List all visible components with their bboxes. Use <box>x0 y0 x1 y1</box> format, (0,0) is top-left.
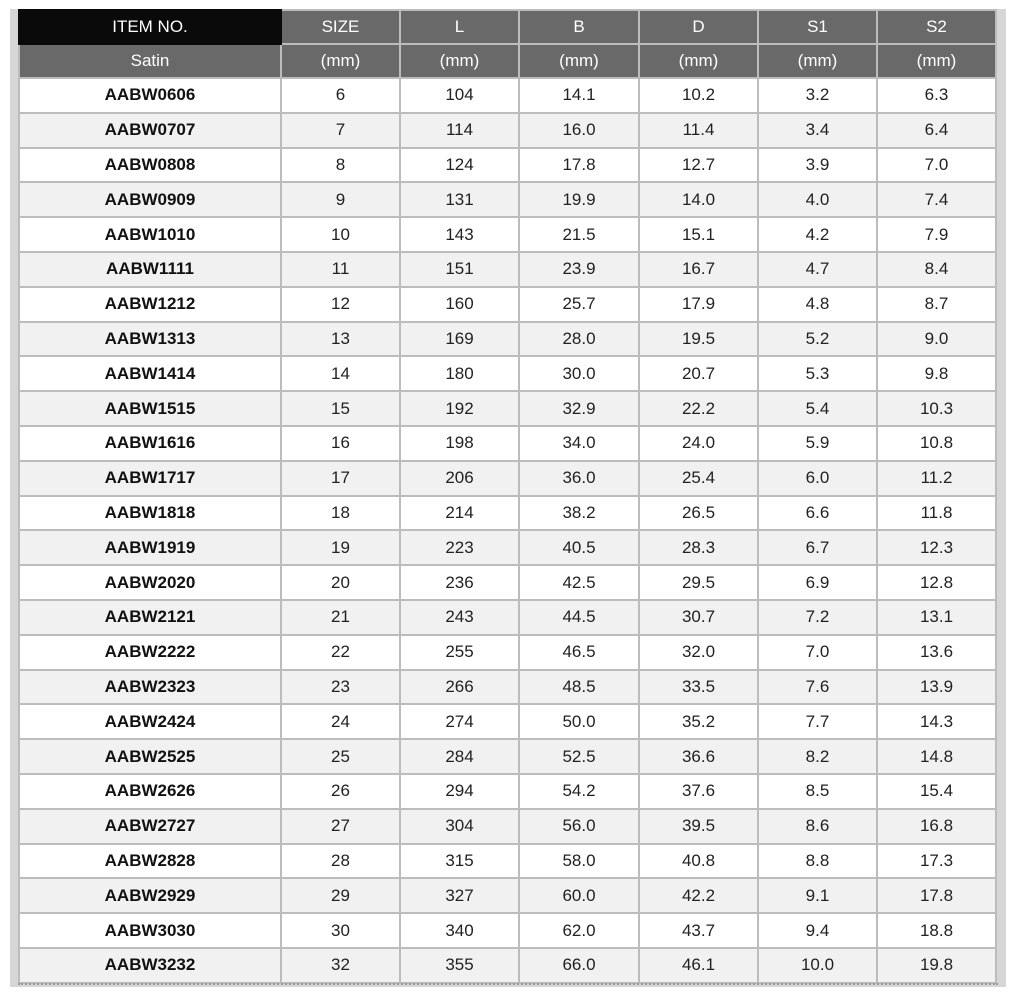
table-row <box>19 878 996 913</box>
spec-table-frame <box>10 9 1006 987</box>
table-row <box>19 252 996 287</box>
cell-l: 169 <box>400 322 519 357</box>
cell-d: 11.4 <box>639 113 758 148</box>
cell-s1: 9.4 <box>758 913 877 948</box>
cell-l: 124 <box>400 148 519 183</box>
cell-s1: 8.5 <box>758 774 877 809</box>
cell-item-no: AABW1313 <box>19 322 281 357</box>
cell-s1: 9.1 <box>758 878 877 913</box>
cell-size: 17 <box>281 461 400 496</box>
header-unit-d: (mm) <box>639 44 758 78</box>
cell-s1: 4.7 <box>758 252 877 287</box>
cell-size: 30 <box>281 913 400 948</box>
cell-size: 9 <box>281 182 400 217</box>
cell-b: 58.0 <box>519 844 639 879</box>
cell-b: 50.0 <box>519 704 639 739</box>
cell-d: 16.7 <box>639 252 758 287</box>
cell-s1: 5.2 <box>758 322 877 357</box>
cell-size: 11 <box>281 252 400 287</box>
header-row-units <box>19 44 996 78</box>
cell-s2: 13.6 <box>877 635 996 670</box>
cell-s1: 4.8 <box>758 287 877 322</box>
cell-d: 35.2 <box>639 704 758 739</box>
cell-item-no: AABW2424 <box>19 704 281 739</box>
table-row <box>19 287 996 322</box>
cell-s1: 3.2 <box>758 78 877 113</box>
cell-s1: 5.3 <box>758 356 877 391</box>
cell-size: 12 <box>281 287 400 322</box>
spec-table-body <box>19 78 996 983</box>
cell-item-no: AABW1111 <box>19 252 281 287</box>
cell-b: 38.2 <box>519 496 639 531</box>
cell-d: 42.2 <box>639 878 758 913</box>
cell-size: 20 <box>281 565 400 600</box>
cell-b: 40.5 <box>519 530 639 565</box>
table-row <box>19 670 996 705</box>
cell-d: 10.2 <box>639 78 758 113</box>
cell-l: 284 <box>400 739 519 774</box>
cell-s2: 8.4 <box>877 252 996 287</box>
cell-size: 15 <box>281 391 400 426</box>
cell-d: 28.3 <box>639 530 758 565</box>
header-s2: S2 <box>877 10 996 44</box>
cell-s2: 9.0 <box>877 322 996 357</box>
cell-s1: 5.9 <box>758 426 877 461</box>
header-unit-l: (mm) <box>400 44 519 78</box>
cell-item-no: AABW0808 <box>19 148 281 183</box>
table-row <box>19 530 996 565</box>
cell-d: 14.0 <box>639 182 758 217</box>
cell-item-no: AABW1616 <box>19 426 281 461</box>
header-l: L <box>400 10 519 44</box>
table-row <box>19 113 996 148</box>
cell-size: 8 <box>281 148 400 183</box>
cell-s1: 10.0 <box>758 948 877 983</box>
cell-b: 19.9 <box>519 182 639 217</box>
cell-item-no: AABW3232 <box>19 948 281 983</box>
header-item-no: ITEM NO. <box>19 10 281 44</box>
cell-b: 25.7 <box>519 287 639 322</box>
cell-d: 29.5 <box>639 565 758 600</box>
cell-b: 60.0 <box>519 878 639 913</box>
cell-b: 21.5 <box>519 217 639 252</box>
cell-l: 243 <box>400 600 519 635</box>
cell-l: 114 <box>400 113 519 148</box>
table-row <box>19 600 996 635</box>
cell-l: 206 <box>400 461 519 496</box>
table-row <box>19 391 996 426</box>
cell-size: 21 <box>281 600 400 635</box>
cell-d: 30.7 <box>639 600 758 635</box>
cell-b: 52.5 <box>519 739 639 774</box>
table-row <box>19 182 996 217</box>
cell-l: 236 <box>400 565 519 600</box>
table-row <box>19 913 996 948</box>
cell-item-no: AABW1919 <box>19 530 281 565</box>
cell-l: 340 <box>400 913 519 948</box>
cell-s2: 15.4 <box>877 774 996 809</box>
cell-item-no: AABW2323 <box>19 670 281 705</box>
cell-l: 355 <box>400 948 519 983</box>
cell-size: 32 <box>281 948 400 983</box>
cell-size: 29 <box>281 878 400 913</box>
cell-item-no: AABW2929 <box>19 878 281 913</box>
cell-d: 19.5 <box>639 322 758 357</box>
cell-s2: 8.7 <box>877 287 996 322</box>
cell-s1: 8.2 <box>758 739 877 774</box>
cell-b: 56.0 <box>519 809 639 844</box>
bottom-divider <box>18 983 998 985</box>
header-size: SIZE <box>281 10 400 44</box>
cell-size: 16 <box>281 426 400 461</box>
cell-s2: 17.8 <box>877 878 996 913</box>
cell-s1: 4.2 <box>758 217 877 252</box>
cell-l: 151 <box>400 252 519 287</box>
table-row <box>19 844 996 879</box>
cell-s2: 11.2 <box>877 461 996 496</box>
table-row <box>19 565 996 600</box>
cell-l: 327 <box>400 878 519 913</box>
cell-b: 17.8 <box>519 148 639 183</box>
cell-item-no: AABW0909 <box>19 182 281 217</box>
cell-item-no: AABW1818 <box>19 496 281 531</box>
cell-b: 48.5 <box>519 670 639 705</box>
table-row <box>19 635 996 670</box>
table-row <box>19 948 996 983</box>
cell-s2: 16.8 <box>877 809 996 844</box>
cell-l: 198 <box>400 426 519 461</box>
cell-d: 40.8 <box>639 844 758 879</box>
cell-item-no: AABW1212 <box>19 287 281 322</box>
cell-s1: 6.0 <box>758 461 877 496</box>
cell-item-no: AABW2727 <box>19 809 281 844</box>
header-finish-satin: Satin <box>19 44 281 78</box>
cell-s2: 10.8 <box>877 426 996 461</box>
cell-d: 24.0 <box>639 426 758 461</box>
cell-l: 294 <box>400 774 519 809</box>
cell-l: 315 <box>400 844 519 879</box>
cell-b: 62.0 <box>519 913 639 948</box>
cell-d: 32.0 <box>639 635 758 670</box>
cell-size: 19 <box>281 530 400 565</box>
cell-d: 37.6 <box>639 774 758 809</box>
cell-s2: 13.9 <box>877 670 996 705</box>
cell-size: 24 <box>281 704 400 739</box>
cell-item-no: AABW0606 <box>19 78 281 113</box>
cell-b: 44.5 <box>519 600 639 635</box>
cell-s1: 7.2 <box>758 600 877 635</box>
cell-d: 36.6 <box>639 739 758 774</box>
cell-s2: 11.8 <box>877 496 996 531</box>
cell-l: 160 <box>400 287 519 322</box>
cell-l: 180 <box>400 356 519 391</box>
cell-s1: 4.0 <box>758 182 877 217</box>
cell-size: 13 <box>281 322 400 357</box>
cell-s2: 14.8 <box>877 739 996 774</box>
cell-s2: 6.4 <box>877 113 996 148</box>
cell-s2: 12.8 <box>877 565 996 600</box>
cell-b: 14.1 <box>519 78 639 113</box>
cell-item-no: AABW2525 <box>19 739 281 774</box>
cell-s2: 14.3 <box>877 704 996 739</box>
cell-item-no: AABW2828 <box>19 844 281 879</box>
cell-size: 28 <box>281 844 400 879</box>
cell-d: 20.7 <box>639 356 758 391</box>
header-b: B <box>519 10 639 44</box>
header-unit-b: (mm) <box>519 44 639 78</box>
cell-l: 274 <box>400 704 519 739</box>
cell-size: 26 <box>281 774 400 809</box>
cell-size: 14 <box>281 356 400 391</box>
header-unit-s2: (mm) <box>877 44 996 78</box>
cell-l: 266 <box>400 670 519 705</box>
cell-s1: 5.4 <box>758 391 877 426</box>
header-s1: S1 <box>758 10 877 44</box>
cell-size: 27 <box>281 809 400 844</box>
cell-b: 42.5 <box>519 565 639 600</box>
cell-item-no: AABW2626 <box>19 774 281 809</box>
cell-s1: 3.4 <box>758 113 877 148</box>
cell-d: 43.7 <box>639 913 758 948</box>
cell-b: 32.9 <box>519 391 639 426</box>
cell-b: 30.0 <box>519 356 639 391</box>
table-row <box>19 426 996 461</box>
cell-b: 46.5 <box>519 635 639 670</box>
cell-size: 23 <box>281 670 400 705</box>
header-unit-s1: (mm) <box>758 44 877 78</box>
cell-d: 26.5 <box>639 496 758 531</box>
cell-l: 214 <box>400 496 519 531</box>
cell-d: 15.1 <box>639 217 758 252</box>
cell-item-no: AABW0707 <box>19 113 281 148</box>
cell-s1: 8.6 <box>758 809 877 844</box>
table-row <box>19 461 996 496</box>
cell-d: 46.1 <box>639 948 758 983</box>
cell-s2: 18.8 <box>877 913 996 948</box>
table-row <box>19 148 996 183</box>
cell-l: 104 <box>400 78 519 113</box>
cell-item-no: AABW1515 <box>19 391 281 426</box>
cell-d: 17.9 <box>639 287 758 322</box>
cell-d: 22.2 <box>639 391 758 426</box>
cell-b: 36.0 <box>519 461 639 496</box>
cell-size: 18 <box>281 496 400 531</box>
cell-d: 33.5 <box>639 670 758 705</box>
cell-size: 10 <box>281 217 400 252</box>
cell-s2: 7.9 <box>877 217 996 252</box>
cell-b: 66.0 <box>519 948 639 983</box>
cell-b: 34.0 <box>519 426 639 461</box>
cell-s1: 6.7 <box>758 530 877 565</box>
cell-item-no: AABW1010 <box>19 217 281 252</box>
cell-s2: 10.3 <box>877 391 996 426</box>
cell-size: 6 <box>281 78 400 113</box>
cell-s1: 3.9 <box>758 148 877 183</box>
table-row <box>19 356 996 391</box>
cell-l: 223 <box>400 530 519 565</box>
table-row <box>19 217 996 252</box>
cell-s2: 7.4 <box>877 182 996 217</box>
header-d: D <box>639 10 758 44</box>
cell-item-no: AABW2020 <box>19 565 281 600</box>
cell-b: 23.9 <box>519 252 639 287</box>
cell-l: 143 <box>400 217 519 252</box>
cell-s1: 7.6 <box>758 670 877 705</box>
table-row <box>19 322 996 357</box>
cell-l: 131 <box>400 182 519 217</box>
spec-table <box>18 9 997 984</box>
cell-s2: 19.8 <box>877 948 996 983</box>
cell-d: 39.5 <box>639 809 758 844</box>
table-row <box>19 496 996 531</box>
header-unit-size: (mm) <box>281 44 400 78</box>
cell-s2: 6.3 <box>877 78 996 113</box>
cell-b: 54.2 <box>519 774 639 809</box>
cell-b: 16.0 <box>519 113 639 148</box>
cell-item-no: AABW1717 <box>19 461 281 496</box>
cell-l: 192 <box>400 391 519 426</box>
table-row <box>19 774 996 809</box>
cell-item-no: AABW1414 <box>19 356 281 391</box>
cell-item-no: AABW3030 <box>19 913 281 948</box>
cell-b: 28.0 <box>519 322 639 357</box>
cell-s1: 8.8 <box>758 844 877 879</box>
table-row <box>19 704 996 739</box>
cell-d: 12.7 <box>639 148 758 183</box>
cell-s2: 17.3 <box>877 844 996 879</box>
cell-s1: 6.9 <box>758 565 877 600</box>
cell-s2: 7.0 <box>877 148 996 183</box>
cell-item-no: AABW2121 <box>19 600 281 635</box>
cell-s2: 12.3 <box>877 530 996 565</box>
header-row-names <box>19 10 996 44</box>
table-row <box>19 809 996 844</box>
cell-s2: 9.8 <box>877 356 996 391</box>
cell-l: 255 <box>400 635 519 670</box>
table-row <box>19 78 996 113</box>
cell-size: 7 <box>281 113 400 148</box>
cell-size: 22 <box>281 635 400 670</box>
cell-size: 25 <box>281 739 400 774</box>
table-row <box>19 739 996 774</box>
cell-l: 304 <box>400 809 519 844</box>
cell-item-no: AABW2222 <box>19 635 281 670</box>
cell-s1: 6.6 <box>758 496 877 531</box>
cell-s1: 7.7 <box>758 704 877 739</box>
cell-d: 25.4 <box>639 461 758 496</box>
cell-s2: 13.1 <box>877 600 996 635</box>
cell-s1: 7.0 <box>758 635 877 670</box>
